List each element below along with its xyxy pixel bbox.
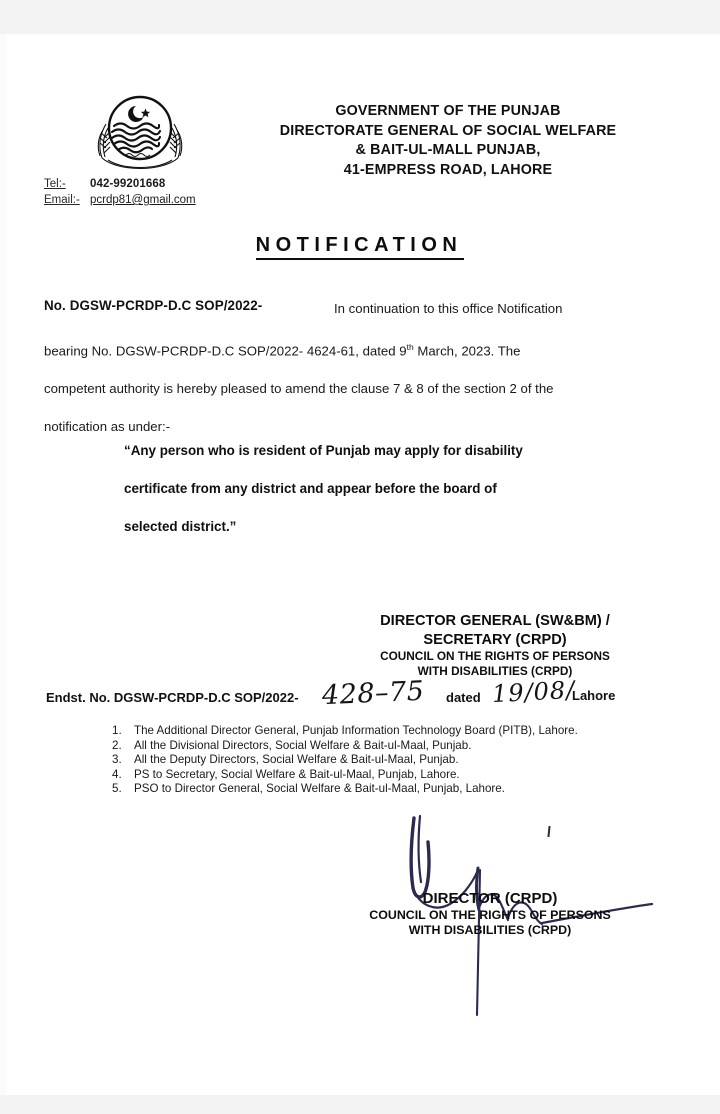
office-address-block — [238, 102, 658, 180]
office-line-3: & BAIT-UL-MALL PUNJAB, — [355, 142, 541, 158]
notification-body — [44, 290, 622, 446]
body-line-4: notification as under:- — [44, 419, 171, 435]
office-line-4: 41-EMPRESS ROAD, LAHORE — [343, 161, 553, 178]
list-item-text: All the Divisional Directors, Social Welfare & Bait-ul-Maal, Punjab. — [134, 738, 472, 752]
list-item-number: 1. — [112, 724, 122, 737]
stray-ink-mark — [547, 826, 550, 837]
list-item — [112, 753, 672, 768]
list-item — [112, 739, 672, 754]
punjab-government-emblem-icon — [86, 88, 194, 174]
dg-title-line-4: WITH DISABILITIES (CRPD) — [417, 663, 573, 678]
list-item — [112, 724, 672, 739]
office-line-2: DIRECTORATE GENERAL OF SOCIAL WELFARE — [279, 122, 617, 139]
office-line-1: GOVERNMENT OF THE PUNJAB — [335, 103, 561, 119]
distribution-list — [112, 724, 672, 797]
list-item-text: The Additional Director General, Punjab Information Technology Board (PITB), Lahore. — [134, 724, 578, 737]
endorsement-dated-label: dated — [446, 690, 481, 705]
email-row — [44, 192, 274, 208]
signature-block-director-general — [330, 612, 660, 678]
tel-value: 042-99201668 — [90, 178, 166, 190]
signature-block-director-crpd — [300, 889, 680, 938]
endorsement-place: Lahore — [572, 688, 616, 703]
body-line-2-superscript: th — [406, 342, 414, 352]
amendment-quote — [124, 432, 622, 546]
list-item-number: 4. — [112, 767, 122, 781]
endorsement-handwritten-number: 428–75 — [321, 675, 426, 712]
page-title — [0, 234, 720, 257]
body-line-2 — [44, 328, 622, 370]
list-item — [112, 782, 672, 797]
body-line-2-pre: bearing No. DGSW-PCRDP-D.C SOP/2022- 4624-61, dated 9 — [44, 343, 407, 359]
list-item-number: 2. — [112, 738, 122, 752]
director-title-line-2: COUNCIL ON THE RIGHTS OF PERSONS — [369, 908, 611, 922]
body-line-3: competent authority is hereby pleased to amend the clause 7 & 8 of the section 2 of the — [44, 381, 554, 397]
list-item-text: PS to Secretary, Social Welfare & Bait-ul-Maal, Punjab, Lahore. — [134, 767, 460, 781]
quote-line-3: selected district.” — [124, 519, 237, 534]
document-header — [0, 84, 720, 214]
body-line-2-post: March, 2023. The — [413, 343, 521, 359]
director-title-line-1: DIRECTOR (CRPD) — [422, 890, 558, 907]
page-title-text: NOTIFICATION — [256, 234, 465, 260]
director-title-line-3: WITH DISABILITIES (CRPD) — [408, 923, 572, 937]
dg-title-line-1: DIRECTOR GENERAL (SW&BM) / — [380, 613, 610, 629]
quote-line-1: “Any person who is resident of Punjab may apply for disability — [124, 443, 523, 458]
endorsement-handwritten-date: 19/08/ — [491, 675, 576, 709]
scan-band-top — [0, 0, 720, 34]
reference-number: No. DGSW-PCRDP-D.C SOP/2022- — [44, 298, 263, 313]
list-item-text: PSO to Director General, Social Welfare & Bait-ul-Maal, Punjab, Lahore. — [134, 782, 505, 796]
endorsement-prefix: Endst. No. DGSW-PCRDP-D.C SOP/2022- — [46, 690, 299, 705]
list-item — [112, 768, 672, 783]
email-value: pcrdp81@gmail.com — [90, 194, 196, 206]
list-item-number: 5. — [112, 782, 122, 796]
dg-title-line-3: COUNCIL ON THE RIGHTS OF PERSONS — [380, 649, 610, 663]
body-line-1: In continuation to this office Notification — [334, 301, 563, 316]
list-item-number: 3. — [112, 753, 122, 767]
quote-line-2: certificate from any district and appear before the board of — [124, 481, 497, 496]
dg-title-line-2: SECRETARY (CRPD) — [423, 631, 567, 648]
scan-band-bottom — [0, 1095, 720, 1114]
tel-label: Tel:- — [44, 178, 66, 190]
list-item-text: All the Deputy Directors, Social Welfare & Bait-ul-Maal, Punjab. — [134, 753, 459, 767]
contact-info — [44, 176, 274, 208]
email-label: Email:- — [44, 194, 80, 206]
